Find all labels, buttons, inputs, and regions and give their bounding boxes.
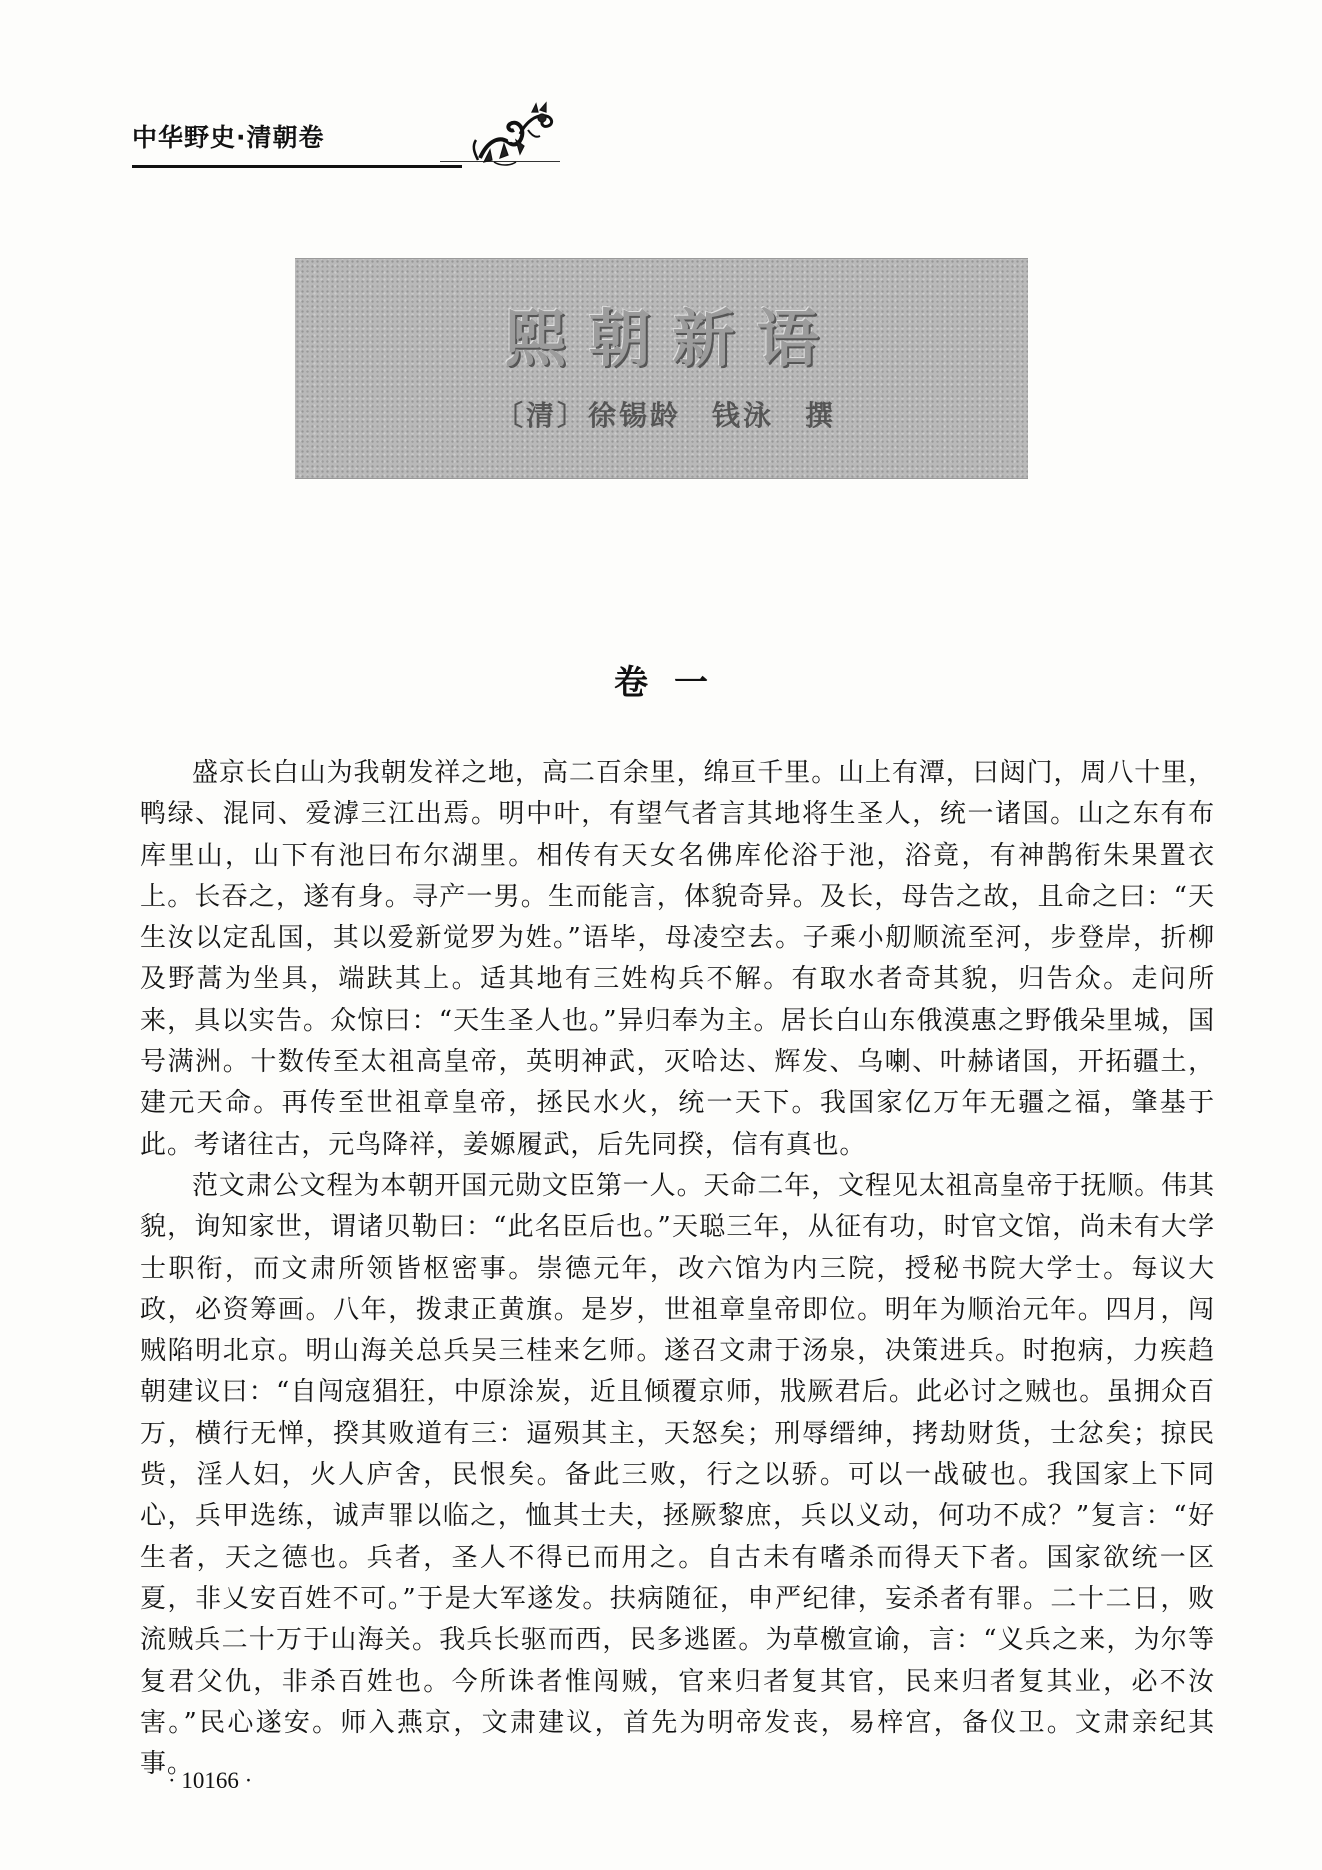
chapter-title: 卷一 [614,663,734,703]
header-rule [132,165,462,168]
paragraph: 盛京长白山为我朝发祥之地，高二百余里，绵亘千里。山上有潭，曰闼门，周八十里，鸭绿、混同、爱滹三江出焉。明中叶，有望气者言其地将生圣人，统一诸国。山之东有布库里山，山下有池曰布尔湖里。相传有天女名佛库伦浴于池，浴竟，有神鹊衔朱果置衣上。长吞之，遂有身。寻产一男。生而能言，体貌奇异。及长，母告之故，且命之曰：“天生汝以定乱国，其以爱新觉罗为姓。”语毕，母凌空去。子乘小舠顺流至河，步登岸，折柳及野蒿为坐具，端趺其上。适其地有三姓构兵不解。有取水者奇其貌，归告众。走问所来，具以实告。众惊曰：“天生圣人也。”异归奉为主。居长白山东俄漠惠之野俄朵里城，国号满洲。十数传至太祖高皇帝，英明神武，灭哈达、辉发、乌喇、叶赫诸国，开拓疆土，建元天命。再传至世祖章皇帝，拯民水火，统一天下。我国家亿万年无疆之福，肇基于此。考诸往古，元鸟降祥，姜嫄履武，后先同揆，信有真也。 [140,758,1215,1160]
page-number: · 10166 · [168,1768,253,1793]
body-text [140,753,1215,1785]
book-title: 熙朝新语 [504,302,841,375]
book-authors: 〔清〕徐锡龄 钱泳 撰 [495,399,837,432]
paragraph: 范文肃公文程为本朝开国元勋文臣第一人。天命二年，文程见太祖高皇帝于抚顺。伟其貌，询知家世，谓诸贝勒曰：“此名臣后也。”天聪三年，从征有功，时官文馆，尚未有大学士职衔，而文肃所领皆枢密事。崇德元年，改六馆为内三院，授秘书院大学士。每议大政，必资筹画。八年，拨隶正黄旗。是岁，世祖章皇帝即位。明年为顺治元年。四月，闯贼陷明北京。明山海关总兵吴三桂来乞师。遂召文肃于汤泉，决策进兵。时抱病，力疾趋朝建议曰：“自闯寇猖狂，中原涂炭，近且倾覆京师，戕厥君后。此必讨之贼也。虽拥众百万，横行无惮，揆其败道有三：逼殒其主，天怒矣；刑辱缙绅，拷劫财货，士忿矣；掠民赀，淫人妇，火人庐舍，民恨矣。备此三败，行之以骄。可以一战破也。我国家上下同心，兵甲选练，诚声罪以临之，恤其士夫，拯厥黎庶，兵以义动，何功不成？”复言：“好生者，天之德也。兵者，圣人不得已而用之。自古未有嗜杀而得天下者。国家欲统一区夏，非乂安百姓不可。”于是大军遂发。扶病随征，申严纪律，妄杀者有罪。二十二日，败流贼兵二十万于山海关。我兵长驱而西，民多逃匿。为草檄宣谕，言：“义兵之来，为尔等复君父仇，非杀百姓也。今所诛者惟闯贼，官来归者复其官，民来归者复其业，必不汝害。”民心遂安。师入燕京，文肃建议，首先为明帝发丧，易梓宫，备仪卫。文肃亲纪其事。 [140,1170,1215,1780]
running-head: 中华野史·清朝卷 [132,123,325,152]
dragon-emblem-icon [470,100,560,170]
title-banner [295,258,1028,479]
